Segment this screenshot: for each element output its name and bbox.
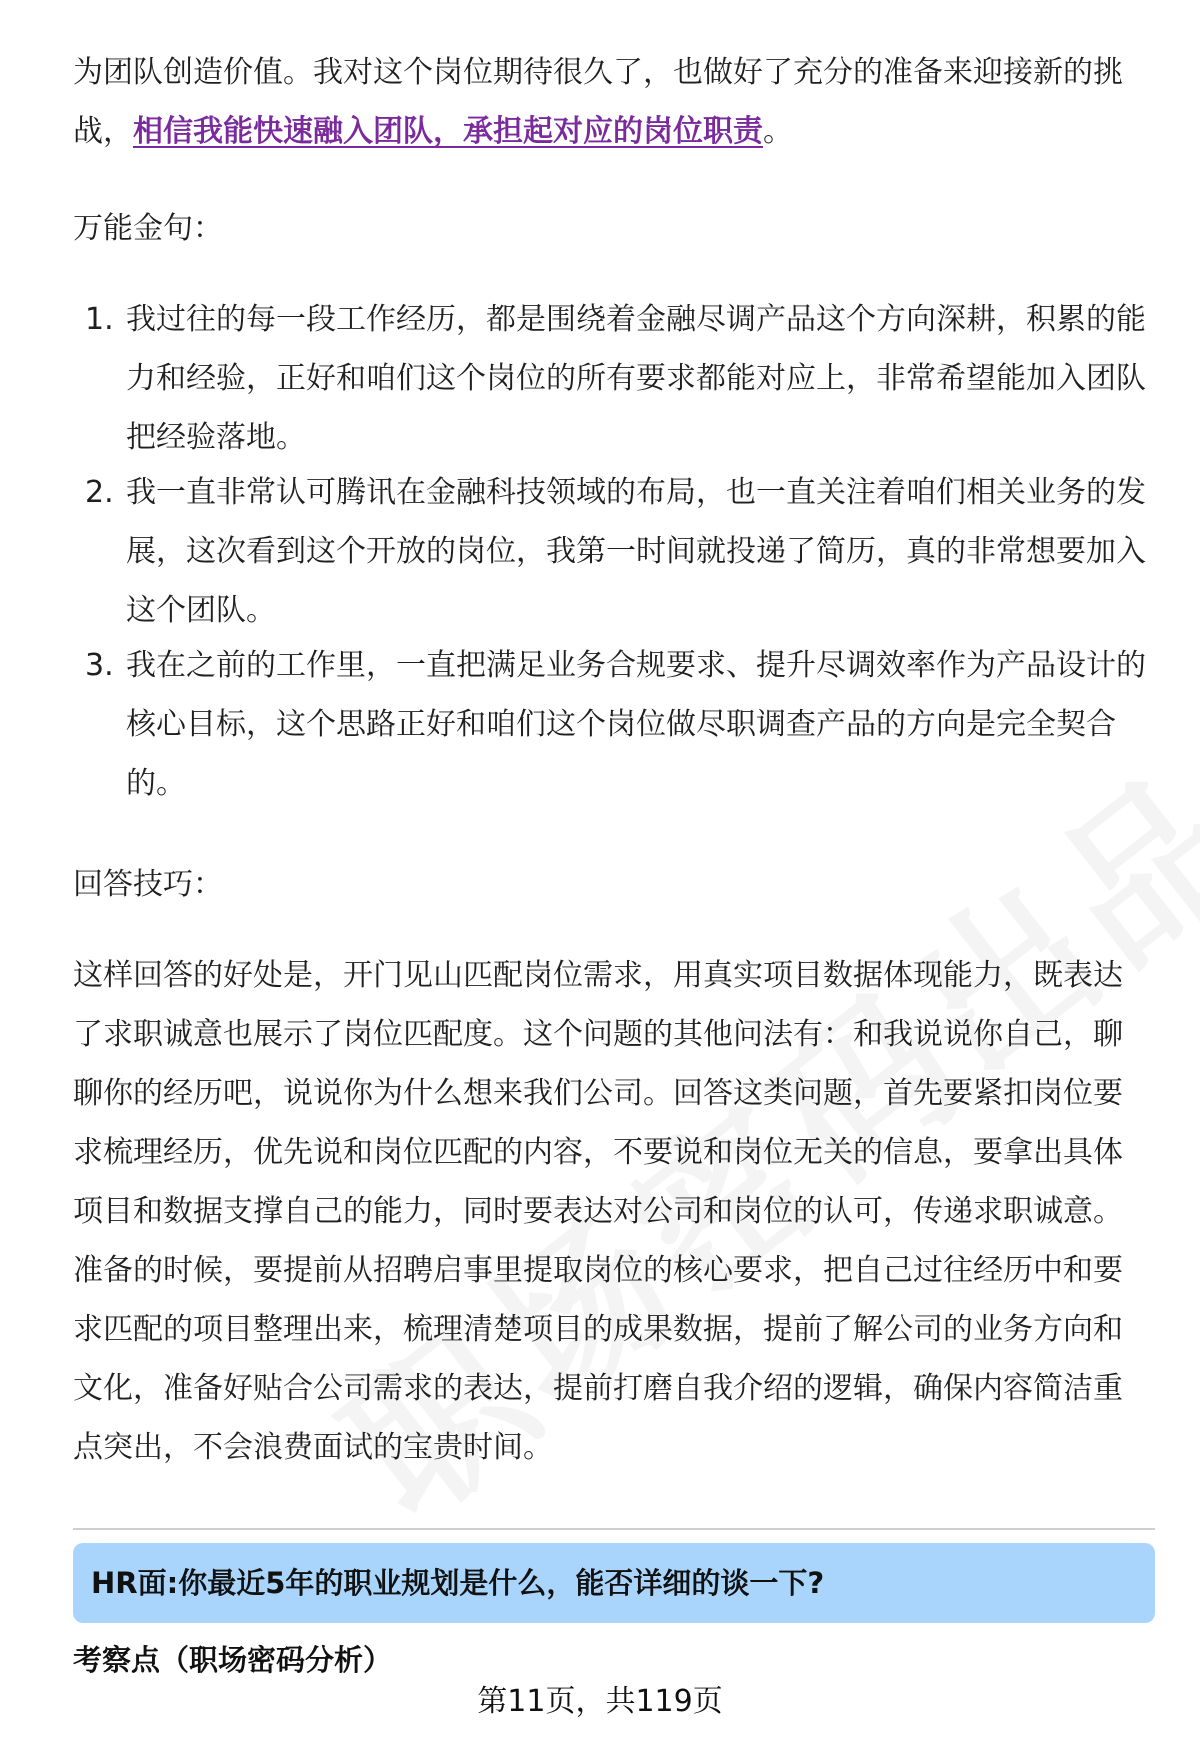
list-text: 我过往的每一段工作经历，都是围绕着金融尽调产品这个方向深耕，积累的能力和经验，正好和咱们这个岗位的所有要求都能对应上，非常希望能加入团队把经验落地。 (126, 302, 1146, 455)
intro-paragraph (73, 43, 1148, 161)
list-number: 3. (85, 648, 114, 683)
list-item (73, 636, 1148, 813)
list-item (73, 290, 1148, 467)
question-title: HR面:你最近5年的职业规划是什么，能否详细的谈一下? (91, 1566, 825, 1600)
golden-sentences-label: 万能金句： (73, 211, 223, 246)
list-item (73, 463, 1148, 640)
tips-label: 回答技巧： (73, 867, 223, 902)
list-text: 我在之前的工作里，一直把满足业务合规要求、提升尽调效率作为产品设计的核心目标，这个思路正好和咱们这个岗位做尽职调查产品的方向是完全契合的。 (126, 648, 1146, 801)
golden-sentences-list (73, 290, 1148, 813)
intro-highlight: 相信我能快速融入团队，承担起对应的岗位职责 (133, 114, 763, 149)
list-number: 2. (85, 475, 114, 510)
intro-text-end: 。 (763, 114, 793, 149)
list-text: 我一直非常认可腾讯在金融科技领域的布局，也一直关注着咱们相关业务的发展，这次看到这个开放的岗位，我第一时间就投递了简历，真的非常想要加入这个团队。 (126, 475, 1146, 628)
page-number: 第11页，共119页 (477, 1684, 723, 1719)
tips-paragraph: 这样回答的好处是，开门见山匹配岗位需求，用真实项目数据体现能力，既表达了求职诚意也展示了岗位匹配度。这个问题的其他问法有：和我说说你自己，聊聊你的经历吧，说说你为什么想来我们公司。回答这类问题，首先要紧扣岗位要求梳理经历，优先说和岗位匹配的内容，不要说和岗位无关的信息，要拿出具体项目和数据支撑自己的能力，同时要表达对公司和岗位的认可，传递求职诚意。准备的时候，要提前从招聘启事里提取岗位的核心要求，把自己过往经历中和要求匹配的项目整理出来，梳理清楚项目的成果数据，提前了解公司的业务方向和文化，准备好贴合公司需求的表达，提前打磨自我介绍的逻辑，确保内容简洁重点突出，不会浪费面试的宝贵时间。 (73, 958, 1123, 1465)
question-box (73, 1543, 1155, 1623)
list-number: 1. (85, 302, 114, 337)
exam-point-heading: 考察点（职场密码分析） (73, 1643, 393, 1677)
section-divider (73, 1528, 1155, 1530)
intro-text: 为团队创造价值。我对这个岗位期待很久了，也做好了充分的准备来迎接新的挑战， (73, 55, 1123, 149)
